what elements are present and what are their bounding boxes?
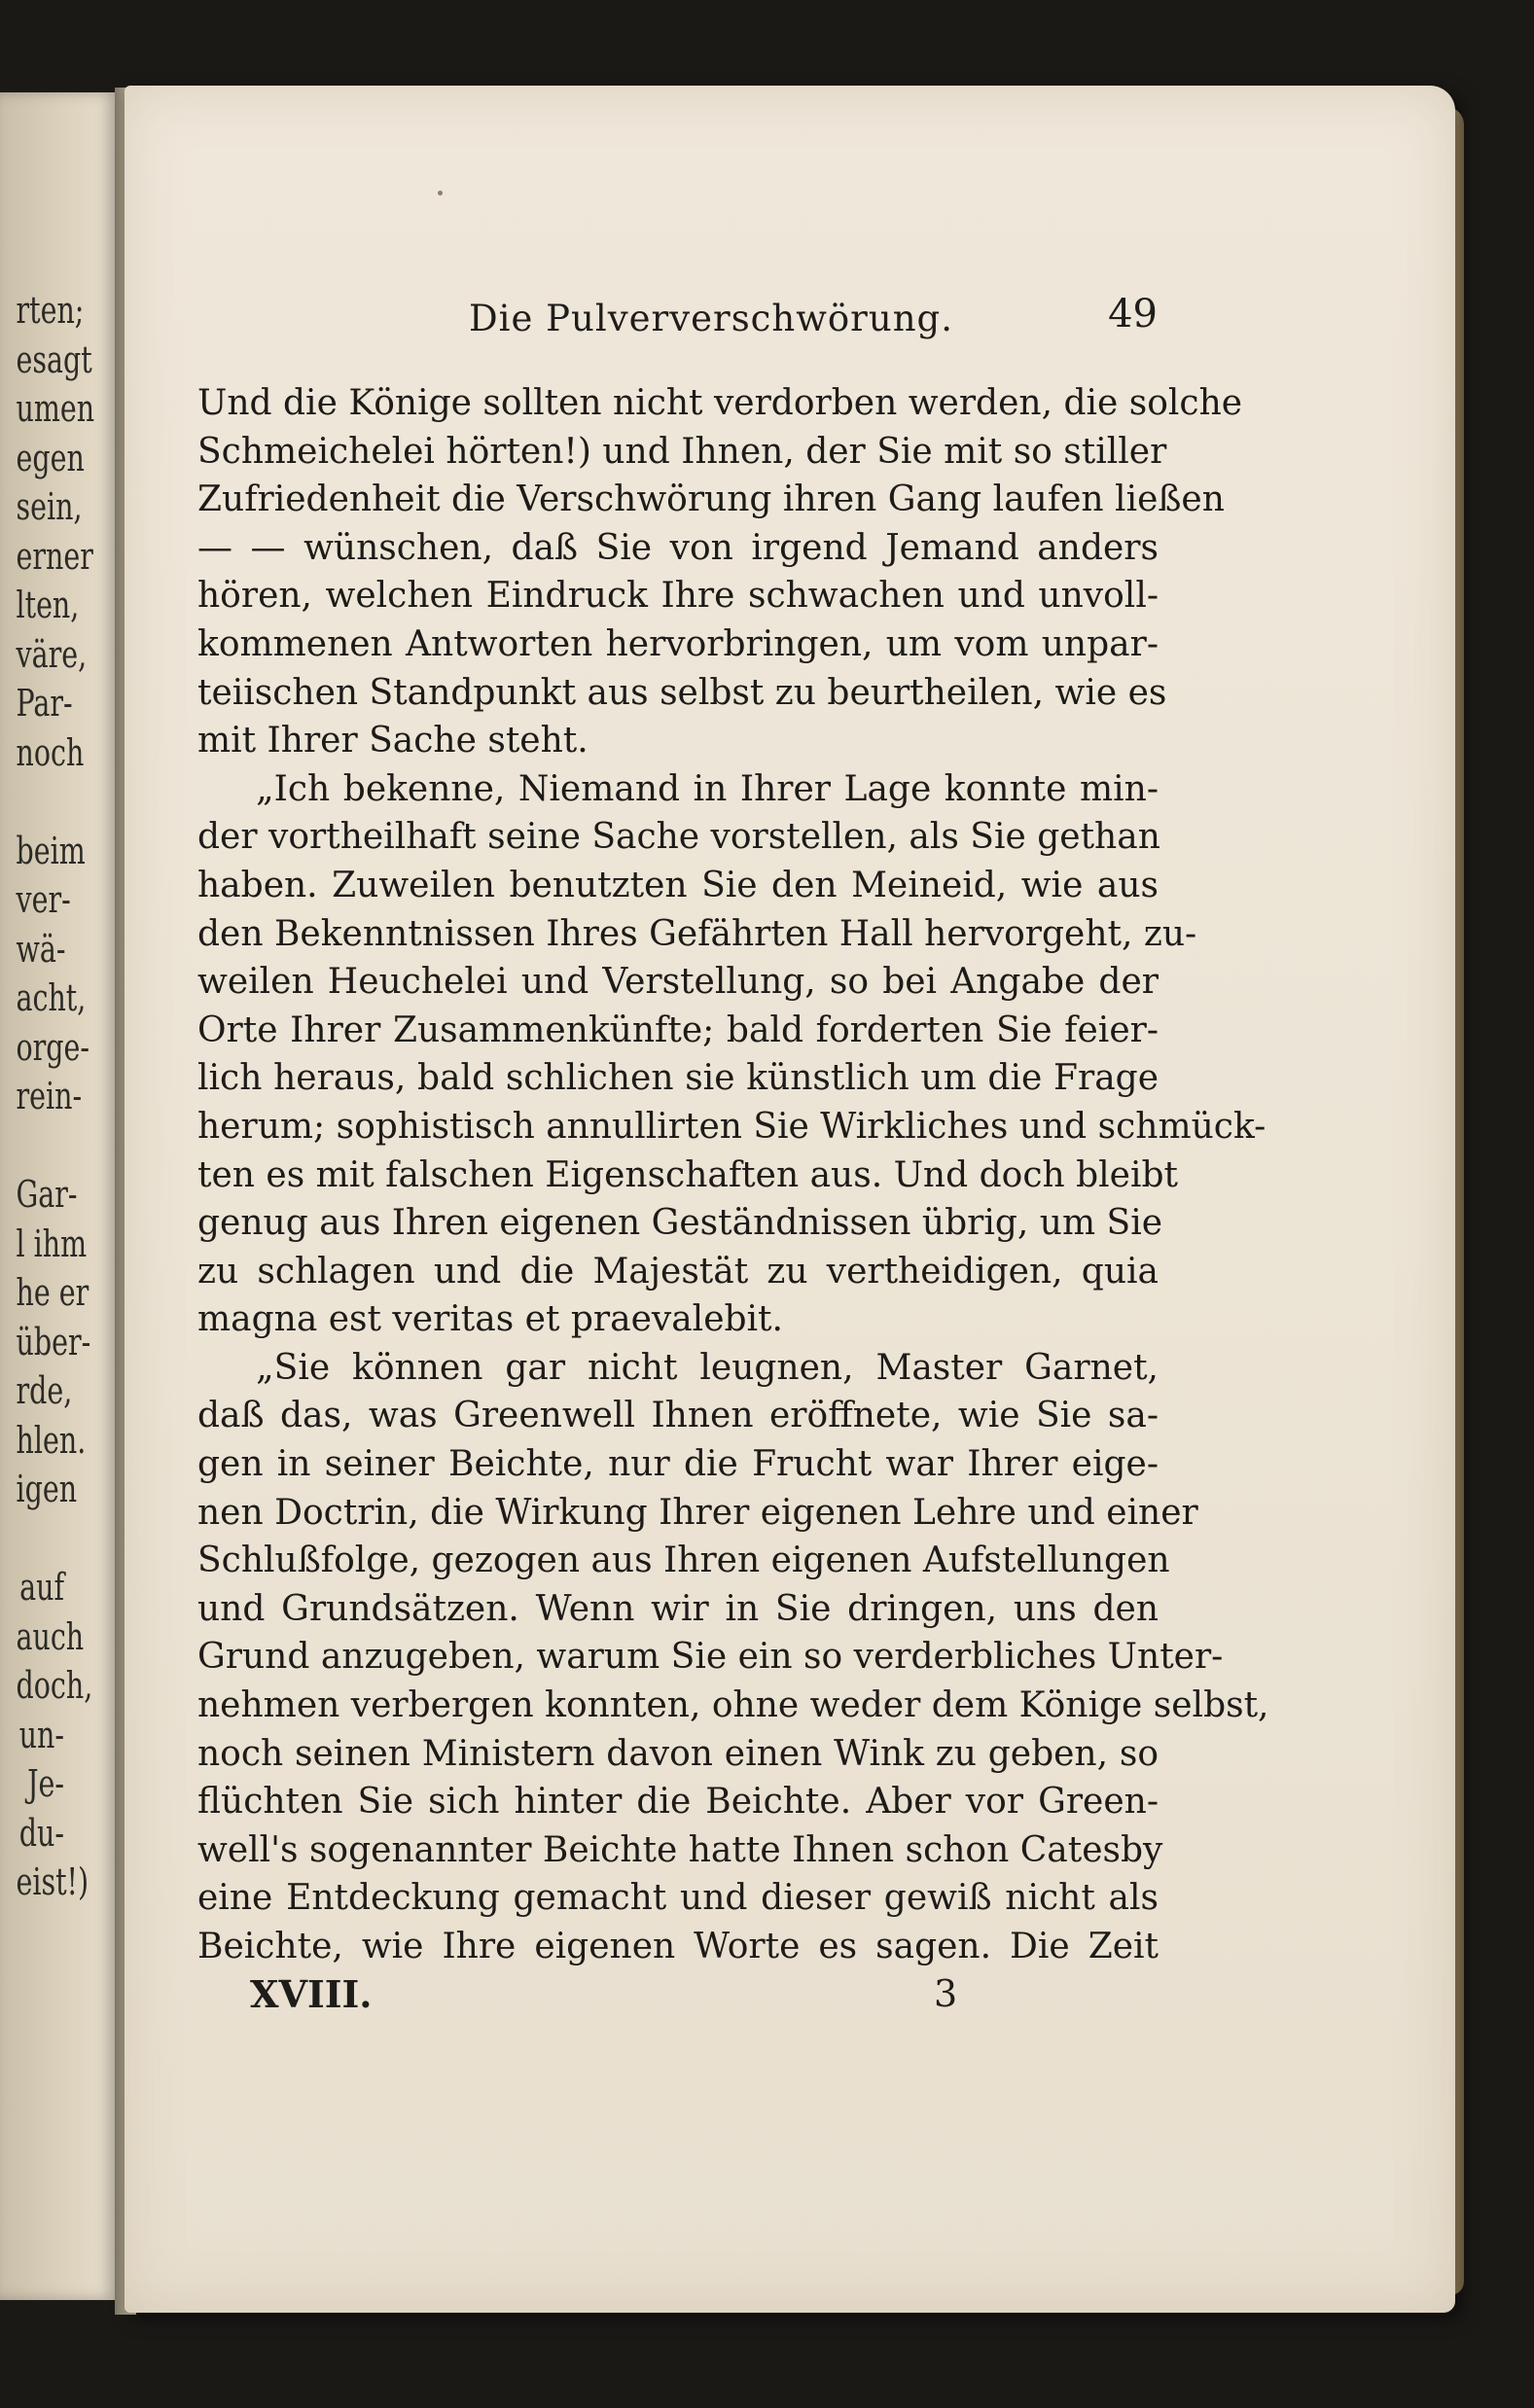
text-line: zu schlagen und die Majestät zu vertheidigen, quia [197, 1251, 1159, 1292]
text-line: noch seinen Ministern davon einen Wink zu geben, so [197, 1733, 1159, 1774]
paper-speck [438, 191, 443, 195]
left-page-fragment: auf [19, 1566, 64, 1609]
left-page-fragment: rten; [16, 289, 85, 332]
text-line: mit Ihrer Sache steht. [197, 721, 589, 761]
left-page-fragment: wä- [16, 927, 66, 971]
left-page-edge [0, 92, 117, 2300]
text-line: Schmeichelei hörten!) und Ihnen, der Sie mit so stiller [197, 431, 1167, 472]
left-page-fragment: un- [18, 1713, 64, 1756]
left-page-fragment: Je- [27, 1762, 64, 1805]
left-page-fragment: hlen. [16, 1418, 87, 1462]
text-line: den Bekenntnissen Ihres Gefährten Hall hervorgeht, zu- [197, 913, 1197, 954]
text-line: hören, welchen Eindruck Ihre schwachen und unvoll- [197, 576, 1159, 617]
left-page-fragment: erner [16, 534, 93, 578]
left-page-fragment: igen [16, 1468, 78, 1510]
running-title: Die Pulververschwörung. [469, 298, 953, 339]
text-line: Orte Ihrer Zusammenkünfte; bald forderten Sie feier- [197, 1009, 1159, 1050]
left-page-fragment: väre, [16, 632, 88, 676]
left-page-fragment: umen [16, 387, 95, 430]
left-page-fragment: beim [16, 829, 86, 872]
left-page-fragment: esagt [16, 337, 92, 381]
text-line: Grund anzugeben, warum Sie ein so verderbliches Unter- [197, 1637, 1224, 1678]
text-line: nehmen verbergen konnten, ohne weder dem Könige selbst, [197, 1685, 1269, 1726]
left-page-fragment: rein- [16, 1075, 83, 1117]
left-page-fragment: egen [16, 436, 85, 479]
left-page-fragment: ver- [16, 878, 71, 921]
left-page-fragment: du- [18, 1811, 64, 1855]
page-number: 49 [1108, 292, 1158, 336]
text-line: genug aus Ihren eigenen Geständnissen übrig, um Sie [197, 1203, 1163, 1244]
left-page-fragment: über- [16, 1320, 91, 1363]
sheet-number: 3 [934, 1972, 958, 2015]
left-page-fragment: orge- [16, 1025, 90, 1069]
left-page-fragment: he er [16, 1271, 89, 1314]
text-line: Zufriedenheit die Verschwörung ihren Gang laufen ließen [197, 479, 1225, 520]
text-line: gen in seiner Beichte, nur die Frucht war Ihrer eige- [197, 1444, 1159, 1485]
signature-mark: XVIII. [250, 1972, 373, 2016]
page-footer [197, 1972, 1159, 2021]
text-line: ten es mit falschen Eigenschaften aus. Und doch bleibt [197, 1154, 1178, 1195]
left-page-fragment: Par- [16, 682, 73, 725]
text-line: flüchten Sie sich hinter die Beichte. Aber vor Green- [197, 1782, 1159, 1823]
left-page-fragment: Gar- [16, 1173, 78, 1216]
text-line: teiischen Standpunkt aus selbst zu beurtheilen, wie es [197, 672, 1167, 713]
page-header [195, 292, 1158, 350]
left-page-fragment: doch, [16, 1664, 93, 1707]
left-page-fragment: noch [16, 730, 85, 774]
text-line: „Sie können gar nicht leugnen, Master Garnet, [256, 1347, 1159, 1388]
text-line: — — wünschen, daß Sie von irgend Jemand anders [197, 527, 1159, 568]
left-page-fragment: l ihm [16, 1222, 88, 1265]
body-text [197, 379, 1269, 1971]
left-page-fragment: lten, [16, 584, 80, 626]
text-line: „Ich bekenne, Niemand in Ihrer Lage konnte min- [256, 768, 1159, 809]
text-line: kommenen Antworten hervorbringen, um vom unpar- [197, 623, 1159, 664]
text-line: weilen Heuchelei und Verstellung, so bei Angabe der [197, 962, 1159, 1003]
text-line: der vortheilhaft seine Sache vorstellen, als Sie gethan [197, 817, 1160, 858]
left-page-fragment: rde, [16, 1369, 73, 1412]
left-page-fragment: acht, [16, 976, 87, 1019]
text-line: und Grundsätzen. Wenn wir in Sie dringen, uns den [197, 1588, 1159, 1629]
text-line: daß das, was Greenwell Ihnen eröffnete, wie Sie sa- [197, 1396, 1159, 1436]
text-line: Schlußfolge, gezogen aus Ihren eigenen Aufstellungen [197, 1540, 1170, 1581]
left-page-fragment: auch [16, 1614, 85, 1658]
text-line: well's sogenannter Beichte hatte Ihnen schon Catesby [197, 1829, 1163, 1870]
text-line: magna est veritas et praevalebit. [197, 1299, 783, 1340]
text-line: herum; sophistisch annullirten Sie Wirkliches und schmück- [197, 1106, 1266, 1147]
left-page-fragment: sein, [16, 485, 83, 528]
left-page-fragment: eist!) [16, 1860, 89, 1903]
text-line: Und die Könige sollten nicht verdorben werden, die solche [197, 383, 1243, 423]
text-line: nen Doctrin, die Wirkung Ihrer eigenen Lehre und einer [197, 1492, 1198, 1533]
text-line: lich heraus, bald schlichen sie künstlich um die Frage [197, 1058, 1159, 1099]
text-line: haben. Zuweilen benutzten Sie den Meineid, wie aus [197, 865, 1159, 905]
text-line: Beichte, wie Ihre eigenen Worte es sagen. Die Zeit [197, 1927, 1159, 1966]
text-line: eine Entdeckung gemacht und dieser gewiß nicht als [197, 1878, 1159, 1919]
